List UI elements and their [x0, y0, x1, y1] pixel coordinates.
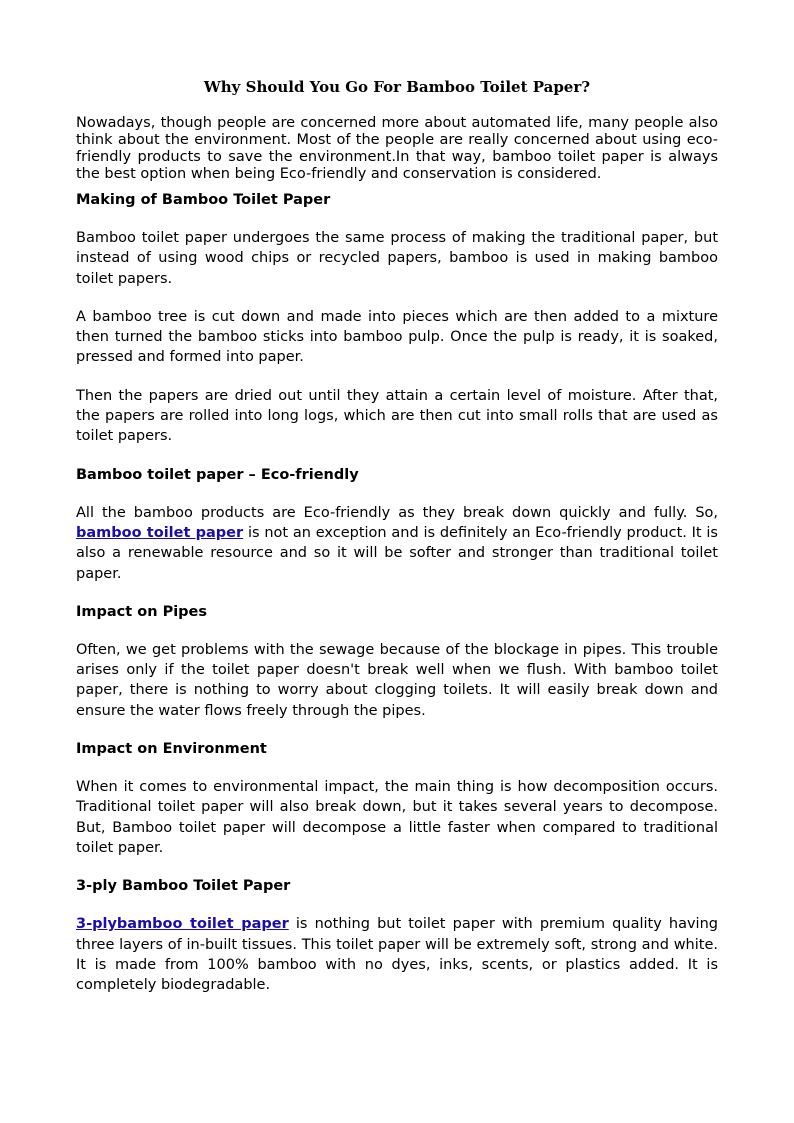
heading-impact-pipes: Impact on Pipes — [76, 603, 208, 620]
pipes-paragraph: Often, we get problems with the sewage because of the blockage in pipes. This trouble arises only if the toilet paper doesn't break well when we flush. With bamboo toilet paper, there is nothing to worry about clogging toilets. It will easily break down and ensure the water flows freely through the pipes. — [76, 641, 718, 719]
threeply-text-after: is nothing but toilet paper with premium quality having three layers of in-built tissues. This toilet paper will be extremely soft, strong and white. It is made from 100% bamboo with no dyes, inks, scents, or plastics added. It is completely biodegradable. — [76, 916, 718, 994]
document-body — [76, 190, 718, 1013]
making-paragraph-1: Bamboo toilet paper undergoes the same process of making the traditional paper, but instead of using wood chips or recycled papers, bamboo is used in making bamboo toilet papers. — [76, 230, 718, 287]
making-paragraph-2: A bamboo tree is cut down and made into pieces which are then added to a mixture then turned the bamboo sticks into bamboo pulp. Once the pulp is ready, it is soaked, pressed and formed into paper. — [76, 308, 718, 366]
heading-3ply: 3-ply Bamboo Toilet Paper — [76, 878, 291, 895]
3ply-bamboo-toilet-paper-link[interactable]: 3-plybamboo toilet paper — [76, 916, 289, 933]
heading-eco-friendly: Bamboo toilet paper – Eco-friendly — [76, 466, 359, 483]
threeply-paragraph — [76, 914, 718, 995]
eco-paragraph — [76, 503, 718, 584]
document-title: Why Should You Go For Bamboo Toilet Paper? — [203, 78, 591, 96]
bamboo-toilet-paper-link[interactable]: bamboo toilet paper — [76, 524, 244, 541]
heading-making: Making of Bamboo Toilet Paper — [76, 192, 331, 208]
heading-impact-environment: Impact on Environment — [76, 741, 267, 758]
environment-paragraph: When it comes to environmental impact, the main thing is how decomposition occurs. Traditional toilet paper will also break down, but it takes several years to decompose. But, Bamboo toilet paper will decompose a little faster when compared to traditional toilet paper. — [76, 779, 718, 856]
making-paragraph-3: Then the papers are dried out until they attain a certain level of moisture. After that, the papers are rolled into long logs, which are then cut into small rolls that are used as toilet papers. — [76, 387, 718, 445]
intro-paragraph: Nowadays, though people are concerned more about automated life, many people also think about the environment. Most of the people are really concerned about using eco-friendly products to save the environment.In that way, bamboo toilet paper is always the best option when being Eco-friendly and conservation is considered. — [76, 115, 718, 182]
eco-text-before: All the bamboo products are Eco-friendly as they break down quickly and fully. So, — [76, 504, 718, 521]
eco-text-after: is not an exception and is definitely an Eco-friendly product. It is also a renewable resource and so it will be softer and stronger than traditional toilet paper. — [76, 524, 718, 582]
